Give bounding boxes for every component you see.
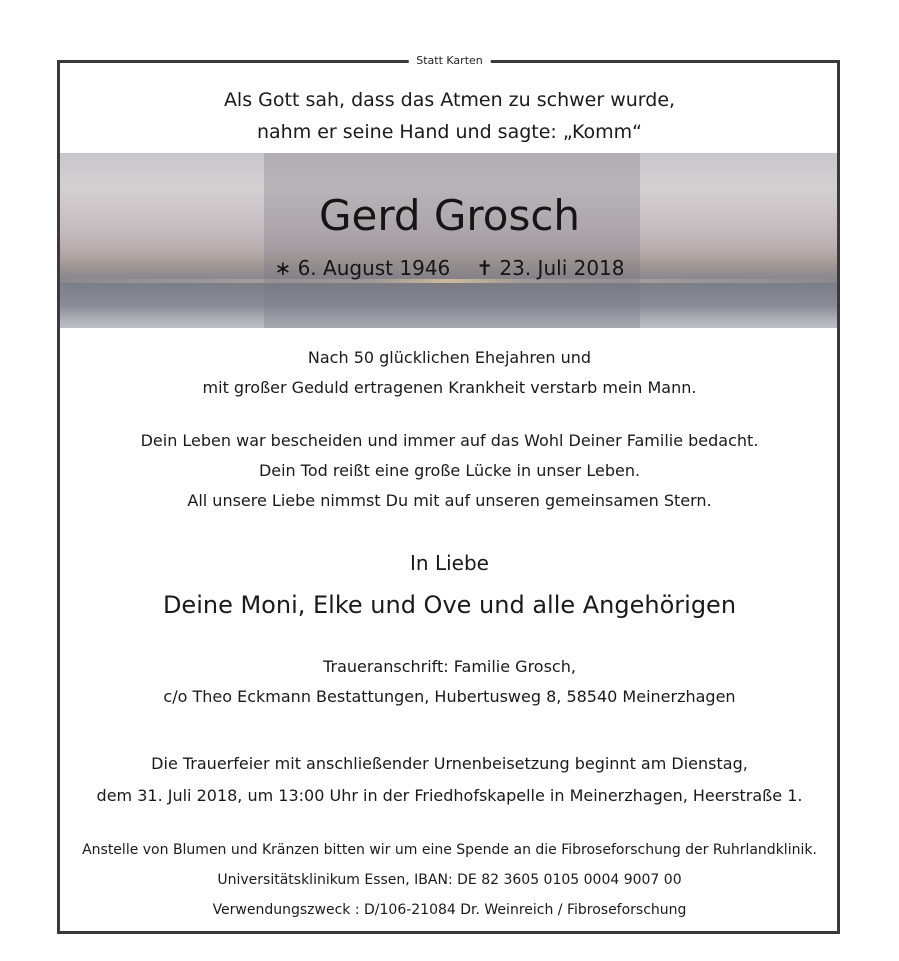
quote-line: Als Gott sah, dass das Atmen zu schwer wurde, [223, 89, 676, 111]
text-line: Nach 50 glücklichen Ehejahren und [307, 348, 592, 367]
opening-quote [0, 84, 899, 148]
paragraph-marriage [0, 343, 899, 403]
service-line: dem 31. Juli 2018, um 13:00 Uhr in der Friedhofskapelle in Meinerzhagen, Heerstraße 1. [96, 786, 803, 805]
text-line: Dein Leben war bescheiden und immer auf das Wohl Deiner Familie bedacht. [140, 431, 759, 450]
funeral-service-info [0, 748, 899, 812]
address-line: Traueranschrift: Familie Grosch, [323, 657, 576, 676]
statt-karten-label: Statt Karten [408, 54, 491, 68]
deceased-name: Gerd Grosch [318, 191, 581, 240]
text-line: Dein Tod reißt eine große Lücke in unser Leben. [258, 461, 641, 480]
donation-line: Verwendungszweck : D/106-21084 Dr. Weinreich / Fibroseforschung [212, 902, 687, 918]
service-line: Die Trauerfeier mit anschließender Urnenbeisetzung beginnt am Dienstag, [151, 754, 748, 773]
address-line: c/o Theo Eckmann Bestattungen, Hubertusweg 8, 58540 Meinerzhagen [163, 687, 736, 706]
birth-date: ∗ 6. August 1946 [274, 256, 451, 280]
paragraph-tribute [0, 426, 899, 516]
text-line: All unsere Liebe nimmst Du mit auf unseren gemeinsamen Stern. [187, 491, 712, 510]
text-line: mit großer Geduld ertragenen Krankheit verstarb mein Mann. [202, 378, 697, 397]
life-dates [0, 254, 899, 282]
family-names: Deine Moni, Elke und Ove und alle Angehörigen [162, 591, 737, 619]
donation-line: Universitätsklinikum Essen, IBAN: DE 82 3605 0105 0004 9007 00 [217, 872, 682, 888]
quote-line: nahm er seine Hand und sagte: „Komm“ [256, 121, 643, 143]
donation-info [0, 835, 899, 925]
in-love-heading: In Liebe [410, 551, 489, 575]
donation-line: Anstelle von Blumen und Kränzen bitten wir um eine Spende an die Fibroseforschung der Ruhrlandklinik. [82, 842, 817, 858]
mourning-address [0, 652, 899, 712]
death-date: ✝ 23. Juli 2018 [476, 256, 625, 280]
